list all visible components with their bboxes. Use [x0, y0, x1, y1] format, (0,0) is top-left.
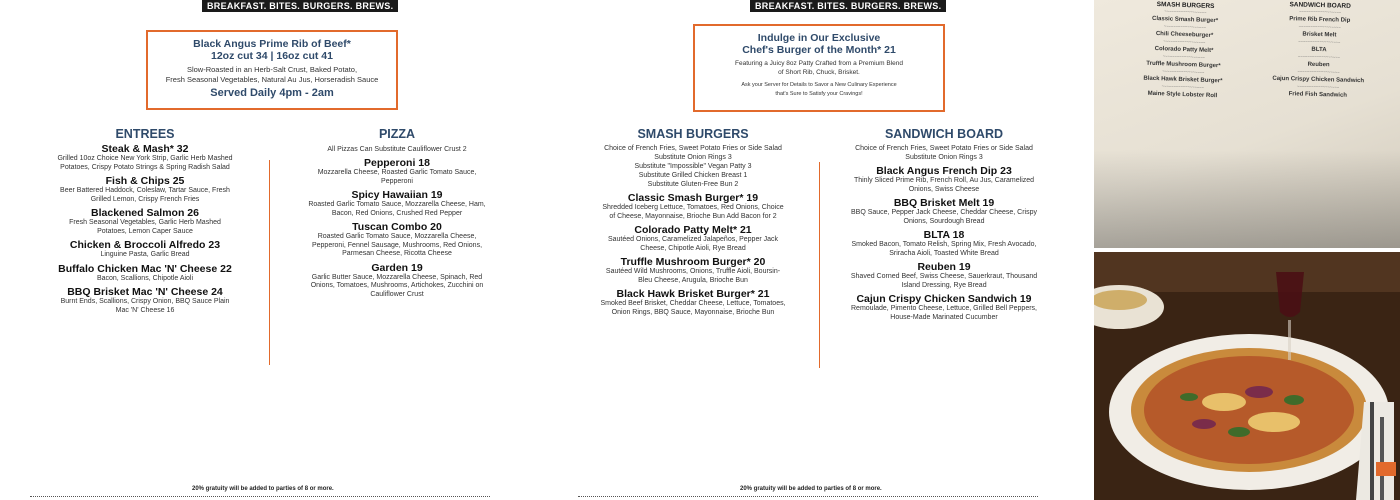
smash-note: Choice of French Fries, Sweet Potato Fries or Side Salad [604, 145, 782, 152]
menu-item-desc: Roasted Garlic Tomato Sauce, Mozzarella Cheese, Ham, Bacon, Red Onions, Crushed Red Pepper [308, 201, 486, 217]
pizza-heading: PIZZA [378, 127, 416, 141]
menu-item-name: Tuscan Combo 20 [352, 221, 442, 233]
pizza-note: All Pizzas Can Substitute Cauliflower Crust 2 [327, 146, 467, 153]
prime-rib-feature-box [146, 30, 398, 110]
photo-menu-lines: ~~~~~~~~~~~~~~~~~~ [1164, 8, 1207, 15]
menu-item-name: Truffle Mushroom Burger* 20 [620, 256, 766, 268]
spinach-topping [1228, 427, 1250, 437]
feature-desc-3: Ask your Server for Details to Savor a New Culinary Experience [741, 82, 897, 88]
knife [1380, 417, 1384, 500]
feature-desc-1: Slow-Roasted in an Herb-Salt Crust, Baked Potato, [186, 65, 358, 74]
smash-note: Substitute Onion Rings 3 [654, 154, 732, 161]
column-divider [819, 162, 820, 368]
sandwich-note: Choice of French Fries, Sweet Potato Fries or Side Salad [855, 145, 1033, 152]
tagline-banner: BREAKFAST. BITES. BURGERS. BREWS. [750, 0, 946, 12]
sandwich-board-column [844, 127, 1044, 322]
photo-menu-lines: ~~~~~~~~~~~~~~~~~~ [1297, 53, 1340, 60]
photo-menu-item: Chili Cheeseburger* [1155, 31, 1214, 40]
photo-menu-heading: SMASH BURGERS [1156, 1, 1215, 11]
menu-item-name: Spicy Hawaiian 19 [351, 189, 443, 201]
menu-item-desc: Garlic Butter Sauce, Mozzarella Cheese, Spinach, Red Onions, Tomatoes, Mushrooms, Artichokes, Zucchini on Cauliflower Crust [310, 273, 484, 298]
menu-item-name: Garden 19 [371, 261, 423, 274]
menu-item-desc: Roasted Garlic Tomato Sauce, Mozzarella Cheese, Pepperoni, Fennel Sausage, Mushrooms, Red Onions, Parmesan Cheese, Ricotta Cheese [311, 233, 483, 257]
pizza-column [305, 127, 489, 299]
menu-item-name: BLTA 18 [923, 229, 965, 241]
photo-menu-item: Maine Style Lobster Roll [1147, 90, 1218, 100]
background-blur [1094, 252, 1400, 292]
photo-menu-heading: SANDWICH BOARD [1289, 1, 1351, 10]
menu-item-name: Cajun Crispy Chicken Sandwich 19 [856, 293, 1032, 305]
feature-desc-1: Featuring a Juicy 8oz Patty Crafted from a Premium Blend [735, 60, 903, 67]
menu-item-desc: Sautéed Wild Mushrooms, Onions, Truffle Aioli, Boursin-Bleu Cheese, Arugula, Brioche Bun [605, 268, 781, 284]
photo-menu-item: Truffle Mushroom Burger* [1146, 60, 1221, 70]
photo-menu-item: Classic Smash Burger* [1151, 15, 1219, 25]
photo-menu-lines: ~~~~~~~~~~~~~~~~~~ [1163, 38, 1206, 45]
menu-page-left [0, 0, 548, 500]
smash-note: Substitute Gluten-Free Bun 2 [647, 181, 739, 188]
gratuity-note: 20% gratuity will be added to parties of 8 or more. [192, 486, 334, 492]
photo-menu-lines: ~~~~~~~~~~~~~~~~~~ [1298, 38, 1341, 45]
photo-menu-lines: ~~~~~~~~~~~~~~~~~~ [1162, 68, 1205, 75]
spinach-topping [1284, 395, 1304, 405]
menu-item-desc: Linguine Pasta, Garlic Bread [100, 251, 190, 258]
menu-item-name: Blackened Salmon 26 [91, 207, 199, 219]
photo-menu-item: Fried Fish Sandwich [1288, 91, 1348, 99]
menu-item-desc: Grilled 10oz Choice New York Strip, Garlic Herb Mashed Potatoes, Crispy Potato Strings & Spring Radish Salad [57, 155, 233, 171]
photo-menu-lines: ~~~~~~~~~~~~~~~~~~ [1161, 83, 1204, 90]
menu-item-name: Classic Smash Burger* 19 [627, 192, 759, 204]
menu-item-desc: Burnt Ends, Scallions, Crispy Onion, BBQ Sauce Plain Mac 'N' Cheese 16 [60, 298, 230, 314]
photo-menu-item: Cajun Crispy Chicken Sandwich [1272, 75, 1365, 85]
pizza-photo-illustration [1094, 252, 1400, 500]
column-divider [269, 160, 270, 365]
menu-item-name: BBQ Brisket Melt 19 [893, 197, 995, 209]
photo-menu-item: BLTA [1311, 46, 1327, 54]
feature-served: Served Daily 4pm - 2am [210, 87, 334, 99]
menu-item-desc: Smoked Bacon, Tomato Relish, Spring Mix, Fresh Avocado, Sriracha Aioli, Toasted White Bread [851, 241, 1037, 257]
menu-item-desc: Fresh Seasonal Vegetables, Garlic Herb Mashed Potatoes, Lemon Caper Sauce [69, 219, 221, 235]
pizza-sauce [1144, 356, 1354, 464]
cheese-topping [1248, 412, 1300, 432]
menu-item-name: Colorado Patty Melt* 21 [634, 224, 752, 236]
menu-page-right [548, 0, 1094, 500]
menu-item-name: BBQ Brisket Mac 'N' Cheese 24 [67, 286, 223, 298]
photo-menu-lines: ~~~~~~~~~~~~~~~~~~ [1297, 68, 1340, 75]
feature-desc-4: that's Sure to Satisfy your Cravings! [775, 91, 863, 97]
photo-menu-lines: ~~~~~~~~~~~~~~~~~~ [1296, 83, 1340, 90]
menu-item-desc: Smoked Beef Brisket, Cheddar Cheese, Lettuce, Tomatoes, Onion Rings, BBQ Sauce, Mayonnaise, Brioche Bun [600, 300, 786, 316]
menu-item-name: Chicken & Broccoli Alfredo 23 [69, 239, 221, 251]
logo-tag [1376, 462, 1396, 476]
menu-item-desc: Bacon, Scallions, Chipotle Aioli [96, 274, 194, 282]
burger-of-month-box [693, 24, 945, 112]
menu-item-name: Black Hawk Brisket Burger* 21 [616, 288, 770, 300]
menu-item-name: Black Angus French Dip 23 [876, 165, 1012, 177]
feature-desc-2: Fresh Seasonal Vegetables, Natural Au Jus, Horseradish Sauce [165, 75, 379, 84]
menu-item-name: Steak & Mash* 32 [101, 143, 189, 155]
menu-item-desc: Remoulade, Pimento Cheese, Lettuce, Grilled Bell Peppers, House-Made Marinated Cucumber [851, 305, 1037, 321]
photo-menu-item: Brisket Melt [1302, 31, 1337, 39]
feature-title-1: Indulge in Our Exclusive [757, 32, 881, 44]
menu-item-desc: Shaved Corned Beef, Swiss Cheese, Sauerkraut, Thousand Island Dressing, Rye Bread [850, 273, 1038, 289]
menu-item-name: Buffalo Chicken Mac 'N' Cheese 22 [58, 262, 232, 275]
wine-glass [1276, 272, 1304, 317]
feature-desc-2: of Short Rib, Chuck, Brisket. [778, 69, 860, 76]
photo-menu-lines: ~~~~~~~~~~~~~~~~~~ [1298, 23, 1341, 30]
photo-menu-lines: ~~~~~~~~~~~~~~~~~~ [1163, 23, 1206, 30]
feature-title: Black Angus Prime Rib of Beef* [193, 38, 351, 50]
wine-glass-stem [1288, 320, 1291, 360]
photo-menu-right-column [1253, 0, 1385, 100]
pizza-photo [1094, 252, 1400, 500]
photo-menu-item: Reuben [1307, 61, 1330, 69]
smash-burgers-column [600, 127, 786, 317]
photo-menu-item: Prime Rib French Dip [1289, 16, 1351, 24]
menu-item-desc: Shredded Iceberg Lettuce, Tomatoes, Red Onions, Choice of Cheese, Mayonnaise, Brioche Bun Add Bacon for 2 [602, 204, 784, 220]
menu-item-desc: Sautéed Onions, Caramelized Jalapeños, Pepper Jack Cheese, Chipotle Aioli, Rye Bread [607, 236, 779, 252]
menu-item-desc: BBQ Sauce, Pepper Jack Cheese, Cheddar Cheese, Crispy Onions, Sourdough Bread [851, 209, 1037, 225]
photo-menu-lines: ~~~~~~~~~~~~~~~~~~ [1298, 8, 1342, 15]
feature-sizes: 12oz cut 34 | 16oz cut 41 [211, 50, 333, 62]
photo-menu-item: Colorado Patty Melt* [1154, 45, 1214, 55]
feature-title-2: Chef's Burger of the Month* 21 [742, 44, 896, 56]
menu-item-name: Pepperoni 18 [364, 157, 430, 169]
entrees-heading: ENTREES [115, 127, 175, 141]
onion-topping [1245, 386, 1273, 398]
smash-burgers-heading: SMASH BURGERS [637, 127, 749, 141]
menu-item-desc: Thinly Sliced Prime Rib, French Roll, Au Jus, Caramelized Onions, Swiss Cheese [853, 177, 1035, 193]
sandwich-board-heading: SANDWICH BOARD [884, 127, 1004, 141]
cut-line [30, 496, 490, 500]
printed-menu-photo [1094, 0, 1400, 248]
photo-menu-left-column [1122, 0, 1245, 101]
gratuity-note: 20% gratuity will be added to parties of 8 or more. [740, 486, 882, 492]
menu-item-desc: Mozzarella Cheese, Roasted Garlic Tomato Sauce, Pepperoni [317, 169, 477, 185]
tagline-banner: BREAKFAST. BITES. BURGERS. BREWS. [202, 0, 398, 12]
smash-note: Substitute "Impossible" Vegan Patty 3 [634, 163, 752, 170]
menu-item-name: Fish & Chips 25 [105, 175, 185, 187]
entrees-column [55, 127, 235, 315]
menu-item-name: Reuben 19 [917, 261, 971, 273]
photo-shadow [1094, 150, 1400, 248]
onion-topping [1192, 419, 1216, 429]
cheese-topping [1202, 393, 1246, 411]
photo-menu-lines: ~~~~~~~~~~~~~~~~~~ [1162, 53, 1205, 60]
menu-item-desc: Beer Battered Haddock, Coleslaw, Tartar Sauce, Fresh Grilled Lemon, Crispy French Fries [60, 187, 230, 203]
sandwich-note: Substitute Onion Rings 3 [905, 154, 983, 161]
smash-note: Substitute Grilled Chicken Breast 1 [638, 172, 748, 179]
photo-menu-item: Black Hawk Brisket Burger* [1143, 75, 1223, 85]
fork [1370, 402, 1374, 500]
cut-line [578, 496, 1038, 500]
spinach-topping [1180, 393, 1198, 401]
